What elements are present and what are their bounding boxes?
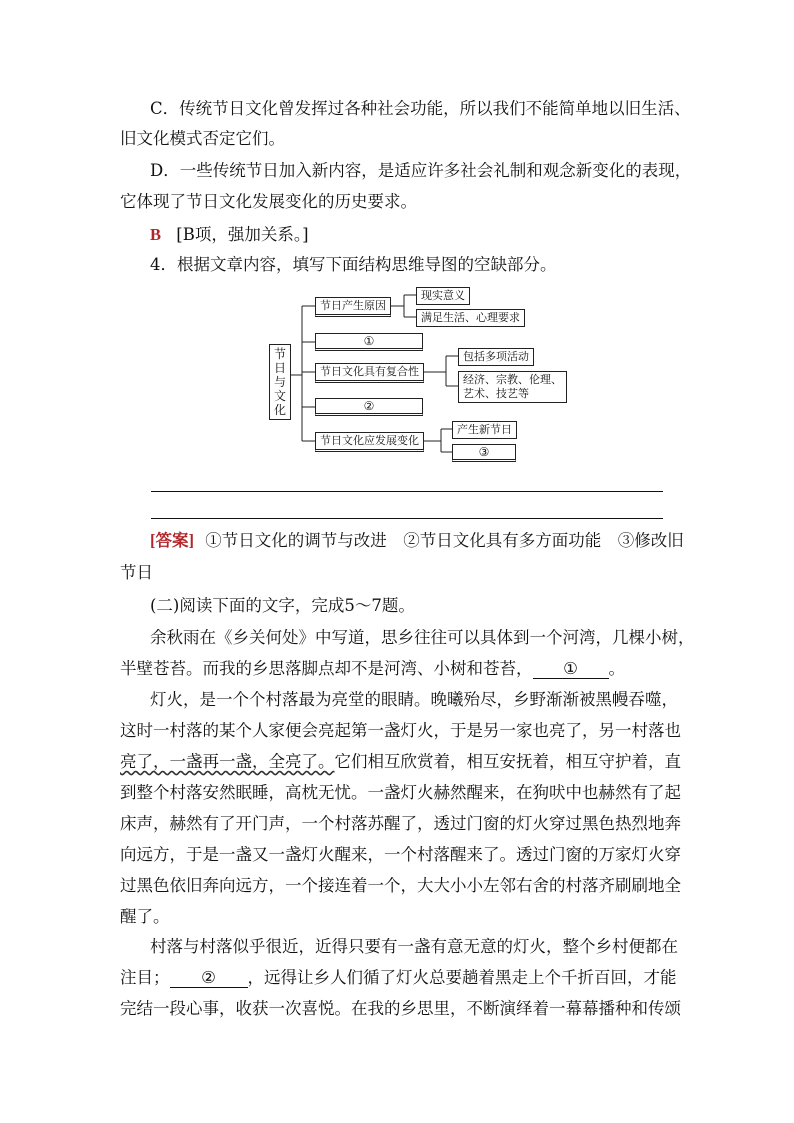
leaf-fields-line1: 经济、宗教、伦理、 [463,373,562,386]
para1-line1: 余秋雨在《乡关何处》中写道，思乡往往可以具体到一个河湾，几棵小树， [150,628,695,647]
answer-label: [答案] [150,531,194,550]
para2-line2: 这时一村落的某个人家便会亮起第一盏灯火，于是另一家也亮了，另一村落也 [120,721,681,740]
branch-compound: 节日文化具有复合性 [315,363,424,383]
wavy-underlined-text: 亮了，一盏再一盏，全亮了。 [120,752,335,771]
para3-line2 [120,968,677,988]
leaf-activities: 包括多项活动 [458,348,534,366]
fill-blank-1: ① [533,660,609,679]
para2-line5: 床声，赫然有了开门声，一个村落苏醒了，透过门窗的灯火穿过黑色热烈地奔 [120,814,681,833]
blank-box-2 [315,398,423,416]
blank-number-2: ② [363,399,375,413]
option-d-line2: 它体现了节日文化发展变化的历史要求。 [120,192,417,211]
answer-letter: B [150,225,162,244]
blank-box-3 [452,444,516,462]
answer-4-continued: 节日 [120,563,153,582]
leaf-life-needs: 满足生活、心理要求 [416,309,525,327]
para3-line2-start: 注目； [120,968,170,987]
branch-development: 节日文化应发展变化 [315,432,424,452]
para3-line3: 完结一段心事，收获一次喜悦。在我的乡思里，不断演绎着一幕幕播种和传颂 [120,999,681,1018]
para2-line3 [120,752,681,772]
leaf-practical-meaning: 现实意义 [416,287,470,305]
leaf-new-festivals: 产生新节日 [452,421,517,439]
option-d-line1: D．一些传统节日加入新内容，是适应许多社会礼制和观念新变化的表现， [150,161,692,180]
blank-box-1 [315,333,423,351]
answer-rule-2 [151,518,663,519]
leaf-fields-line2: 艺术、技艺等 [463,387,529,400]
para3-line1: 村落与村落似乎很近，近得只要有一盏有意无意的灯火，整个乡村便都在 [150,937,678,956]
option-c-line2: 旧文化模式否定它们。 [120,129,285,148]
leaf-fields [458,371,567,403]
option-c-line1: C．传统节日文化曾发挥过各种社会功能，所以我们不能简单地以旧生活、 [150,99,691,118]
para2-line8: 醒了。 [120,907,170,926]
para1-line2-end: 。 [608,659,625,678]
blank-number-3: ③ [478,445,490,459]
answer-4 [150,531,684,551]
answer-explanation: [B项，强加关系。] [176,225,309,244]
section-2-heading: (二)阅读下面的文字，完成5～7题。 [150,596,415,615]
mind-map-root: 节日与文化 [269,344,291,420]
para2-line4: 到整个村落安然眠睡，高枕无忧。一盏灯火赫然醒来，在狗吠中也赫然有了起 [120,783,681,802]
question-4: 4．根据文章内容，填写下面结构思维导图的空缺部分。 [150,255,557,274]
answer-rule-1 [151,491,663,492]
answer-4-text: ①节日文化的调节与改进 ②节日文化具有多方面功能 ③修改旧 [205,531,684,550]
para2-line1: 灯火，是一个个村落最为亮堂的眼睛。晚曦殆尽，乡野渐渐被黑幔吞噬， [150,690,678,709]
para2-line6: 向远方，于是一盏又一盏灯火醒来，一个村落醒来了。透过门窗的万家灯火穿 [120,845,681,864]
para1-line2-text: 半壁苍苔。而我的乡思落脚点却不是河湾、小树和苍苔， [120,659,533,678]
branch-causes: 节日产生原因 [315,297,391,317]
fill-blank-2: ② [170,969,248,988]
para2-line7: 过黑色依旧奔向远方，一个接连着一个，大大小小左邻右舍的村落齐刷刷地全 [120,876,681,895]
para3-line2-rest: ，远得让乡人们循了灯火总要趟着黑走上个千折百回，才能 [247,968,677,987]
blank-number-1: ① [363,334,375,348]
para2-line3-rest: 它们相互欣赏着，相互安抚着，相互守护着，直 [334,752,681,771]
para1-line2 [120,659,625,679]
